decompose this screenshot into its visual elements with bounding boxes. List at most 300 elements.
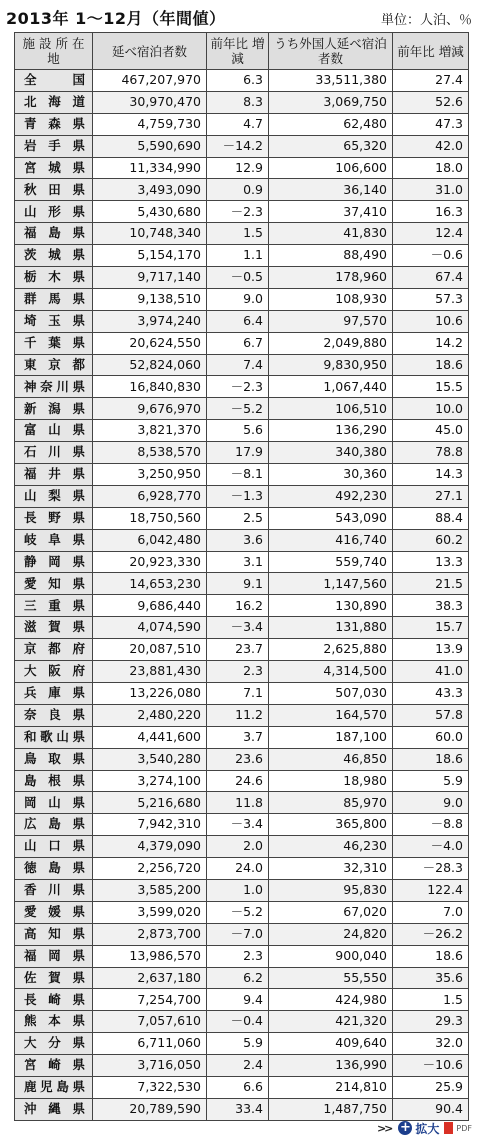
total-cell: 2,480,220	[93, 704, 207, 726]
table-row	[15, 288, 469, 310]
total-change-cell: 33.4	[207, 1098, 269, 1120]
total-cell: 6,711,060	[93, 1033, 207, 1055]
total-change-cell: 7.4	[207, 354, 269, 376]
foreign-change-cell: 12.4	[393, 223, 469, 245]
total-change-cell: 8.3	[207, 91, 269, 113]
page-title: 2013年 1～12月（年間値）	[6, 9, 226, 28]
foreign-cell: 67,020	[269, 901, 393, 923]
table-row	[15, 770, 469, 792]
prefecture-cell: 熊本県	[15, 1011, 93, 1033]
total-cell: 10,748,340	[93, 223, 207, 245]
foreign-change-cell: 90.4	[393, 1098, 469, 1120]
total-cell: 5,154,170	[93, 245, 207, 267]
table-row	[15, 398, 469, 420]
total-change-cell: 4.7	[207, 113, 269, 135]
table-row	[15, 354, 469, 376]
foreign-cell: 136,990	[269, 1055, 393, 1077]
foreign-change-cell: 10.0	[393, 398, 469, 420]
total-cell: 13,226,080	[93, 682, 207, 704]
foreign-cell: 46,850	[269, 748, 393, 770]
foreign-change-cell: 52.6	[393, 91, 469, 113]
prefecture-cell: 広島県	[15, 814, 93, 836]
table-row	[15, 945, 469, 967]
foreign-cell: 30,360	[269, 464, 393, 486]
table-row	[15, 529, 469, 551]
total-change-cell: 16.2	[207, 595, 269, 617]
pdf-icon[interactable]	[444, 1122, 453, 1134]
table-row	[15, 901, 469, 923]
total-change-cell: －1.3	[207, 485, 269, 507]
header-facility: 施 設 所 在 地	[15, 33, 93, 70]
prefecture-cell: 和歌山県	[15, 726, 93, 748]
foreign-cell: 41,830	[269, 223, 393, 245]
prefecture-cell: 宮城県	[15, 157, 93, 179]
foreign-change-cell: 45.0	[393, 420, 469, 442]
prefecture-cell: 鳥取県	[15, 748, 93, 770]
total-cell: 7,057,610	[93, 1011, 207, 1033]
total-cell: 8,538,570	[93, 442, 207, 464]
table-row	[15, 1033, 469, 1055]
total-cell: 2,256,720	[93, 858, 207, 880]
prefecture-cell: 奈良県	[15, 704, 93, 726]
table-row	[15, 113, 469, 135]
total-cell: 3,250,950	[93, 464, 207, 486]
prefecture-cell: 京都府	[15, 639, 93, 661]
table-row	[15, 179, 469, 201]
prefecture-cell: 佐賀県	[15, 967, 93, 989]
table-row	[15, 135, 469, 157]
pdf-label: PDF	[456, 1123, 472, 1133]
header-foreign: うち外国人延べ宿泊者数	[269, 33, 393, 70]
foreign-cell: 106,510	[269, 398, 393, 420]
foreign-cell: 507,030	[269, 682, 393, 704]
total-change-cell: 17.9	[207, 442, 269, 464]
prefecture-cell: 秋田県	[15, 179, 93, 201]
foreign-cell: 65,320	[269, 135, 393, 157]
foreign-cell: 492,230	[269, 485, 393, 507]
prefecture-cell: 愛媛県	[15, 901, 93, 923]
foreign-change-cell: 78.8	[393, 442, 469, 464]
foreign-change-cell: －4.0	[393, 836, 469, 858]
foreign-cell: 131,880	[269, 617, 393, 639]
table-row	[15, 91, 469, 113]
prefecture-cell: 高知県	[15, 923, 93, 945]
foreign-change-cell: 29.3	[393, 1011, 469, 1033]
prefecture-cell: 茨城県	[15, 245, 93, 267]
total-change-cell: －2.3	[207, 376, 269, 398]
foreign-cell: 543,090	[269, 507, 393, 529]
total-change-cell: 5.9	[207, 1033, 269, 1055]
total-cell: 20,789,590	[93, 1098, 207, 1120]
total-cell: 3,599,020	[93, 901, 207, 923]
foreign-cell: 85,970	[269, 792, 393, 814]
total-cell: 3,540,280	[93, 748, 207, 770]
lodging-stats-table	[14, 32, 469, 1121]
prefecture-cell: 大分県	[15, 1033, 93, 1055]
foreign-cell: 32,310	[269, 858, 393, 880]
table-row	[15, 310, 469, 332]
total-change-cell: 24.6	[207, 770, 269, 792]
foreign-change-cell: 41.0	[393, 661, 469, 683]
foreign-cell: 24,820	[269, 923, 393, 945]
table-row	[15, 639, 469, 661]
foreign-cell: 214,810	[269, 1076, 393, 1098]
total-change-cell: 3.6	[207, 529, 269, 551]
total-cell: 16,840,830	[93, 376, 207, 398]
foreign-change-cell: 60.0	[393, 726, 469, 748]
table-row	[15, 617, 469, 639]
total-change-cell: 6.6	[207, 1076, 269, 1098]
total-change-cell: －3.4	[207, 814, 269, 836]
foreign-cell: 36,140	[269, 179, 393, 201]
foreign-change-cell: －28.3	[393, 858, 469, 880]
table-row	[15, 1076, 469, 1098]
prefecture-cell: 石川県	[15, 442, 93, 464]
foreign-cell: 33,511,380	[269, 70, 393, 92]
header-foreign-change: 前年比 増減	[393, 33, 469, 70]
total-cell: 4,441,600	[93, 726, 207, 748]
total-change-cell: －0.4	[207, 1011, 269, 1033]
table-row	[15, 201, 469, 223]
table-row	[15, 595, 469, 617]
foreign-change-cell: 18.6	[393, 748, 469, 770]
foreign-cell: 416,740	[269, 529, 393, 551]
total-cell: 9,676,970	[93, 398, 207, 420]
table-row	[15, 267, 469, 289]
prefecture-cell: 香川県	[15, 879, 93, 901]
total-change-cell: 3.7	[207, 726, 269, 748]
foreign-cell: 55,550	[269, 967, 393, 989]
total-cell: 4,074,590	[93, 617, 207, 639]
table-row	[15, 836, 469, 858]
total-cell: 2,873,700	[93, 923, 207, 945]
prefecture-cell: 静岡県	[15, 551, 93, 573]
total-change-cell: －2.3	[207, 201, 269, 223]
total-change-cell: －7.0	[207, 923, 269, 945]
total-change-cell: 2.5	[207, 507, 269, 529]
foreign-cell: 88,490	[269, 245, 393, 267]
total-change-cell: 1.5	[207, 223, 269, 245]
title-row	[6, 4, 472, 28]
prefecture-cell: 宮崎県	[15, 1055, 93, 1077]
foreign-change-cell: 57.3	[393, 288, 469, 310]
foreign-change-cell: 35.6	[393, 967, 469, 989]
table-row	[15, 332, 469, 354]
foreign-change-cell: 31.0	[393, 179, 469, 201]
total-change-cell: 2.3	[207, 945, 269, 967]
total-change-cell: 0.9	[207, 179, 269, 201]
total-cell: 20,923,330	[93, 551, 207, 573]
total-change-cell: 6.2	[207, 967, 269, 989]
total-change-cell: 1.1	[207, 245, 269, 267]
foreign-cell: 95,830	[269, 879, 393, 901]
total-change-cell: 12.9	[207, 157, 269, 179]
total-cell: 2,637,180	[93, 967, 207, 989]
foreign-cell: 4,314,500	[269, 661, 393, 683]
unit-label: 単位：人泊、％	[380, 13, 472, 28]
table-row	[15, 442, 469, 464]
prefecture-cell: 栃木県	[15, 267, 93, 289]
total-cell: 20,087,510	[93, 639, 207, 661]
prefecture-cell: 福岡県	[15, 945, 93, 967]
foreign-cell: 424,980	[269, 989, 393, 1011]
foreign-change-cell: 13.3	[393, 551, 469, 573]
foreign-cell: 178,960	[269, 267, 393, 289]
table-row	[15, 376, 469, 398]
foreign-cell: 1,487,750	[269, 1098, 393, 1120]
foreign-change-cell: 57.8	[393, 704, 469, 726]
foreign-change-cell: 9.0	[393, 792, 469, 814]
foreign-cell: 136,290	[269, 420, 393, 442]
total-cell: 3,585,200	[93, 879, 207, 901]
foreign-change-cell: 43.3	[393, 682, 469, 704]
prefecture-cell: 山口県	[15, 836, 93, 858]
total-cell: 467,207,970	[93, 70, 207, 92]
total-change-cell: 24.0	[207, 858, 269, 880]
foreign-change-cell: 60.2	[393, 529, 469, 551]
total-change-cell: －5.2	[207, 398, 269, 420]
table-row	[15, 507, 469, 529]
foreign-cell: 62,480	[269, 113, 393, 135]
foreign-change-cell: －10.6	[393, 1055, 469, 1077]
total-cell: 4,379,090	[93, 836, 207, 858]
total-change-cell: 9.0	[207, 288, 269, 310]
total-cell: 5,430,680	[93, 201, 207, 223]
total-change-cell: 2.0	[207, 836, 269, 858]
foreign-cell: 108,930	[269, 288, 393, 310]
table-row	[15, 420, 469, 442]
foreign-cell: 421,320	[269, 1011, 393, 1033]
foreign-cell: 46,230	[269, 836, 393, 858]
table-row	[15, 814, 469, 836]
table-row	[15, 726, 469, 748]
prefecture-cell: 富山県	[15, 420, 93, 442]
total-change-cell: 11.8	[207, 792, 269, 814]
prefecture-cell: 埼玉県	[15, 310, 93, 332]
table-row	[15, 661, 469, 683]
total-change-cell: －0.5	[207, 267, 269, 289]
foreign-cell: 365,800	[269, 814, 393, 836]
table-row	[15, 967, 469, 989]
footer-links	[377, 1120, 472, 1136]
total-cell: 9,686,440	[93, 595, 207, 617]
total-cell: 14,653,230	[93, 573, 207, 595]
table-row	[15, 223, 469, 245]
prefecture-cell: 福島県	[15, 223, 93, 245]
foreign-cell: 2,049,880	[269, 332, 393, 354]
table-row	[15, 748, 469, 770]
foreign-change-cell: 18.6	[393, 354, 469, 376]
foreign-change-cell: 5.9	[393, 770, 469, 792]
total-cell: 6,042,480	[93, 529, 207, 551]
total-cell: 3,274,100	[93, 770, 207, 792]
total-cell: 18,750,560	[93, 507, 207, 529]
foreign-cell: 3,069,750	[269, 91, 393, 113]
table-row	[15, 792, 469, 814]
total-cell: 3,821,370	[93, 420, 207, 442]
total-change-cell: 1.0	[207, 879, 269, 901]
table-row	[15, 704, 469, 726]
table-header-row	[15, 33, 469, 70]
prefecture-cell: 山形県	[15, 201, 93, 223]
foreign-cell: 164,570	[269, 704, 393, 726]
table-row	[15, 573, 469, 595]
total-change-cell: －14.2	[207, 135, 269, 157]
foreign-cell: 340,380	[269, 442, 393, 464]
foreign-change-cell: 67.4	[393, 267, 469, 289]
total-change-cell: 9.4	[207, 989, 269, 1011]
foreign-change-cell: 88.4	[393, 507, 469, 529]
total-change-cell: 23.6	[207, 748, 269, 770]
foreign-cell: 37,410	[269, 201, 393, 223]
foreign-cell: 18,980	[269, 770, 393, 792]
total-cell: 4,759,730	[93, 113, 207, 135]
table-row	[15, 551, 469, 573]
foreign-cell: 559,740	[269, 551, 393, 573]
foreign-cell: 900,040	[269, 945, 393, 967]
foreign-cell: 97,570	[269, 310, 393, 332]
foreign-change-cell: 21.5	[393, 573, 469, 595]
foreign-change-cell: 14.3	[393, 464, 469, 486]
prefecture-cell: 長野県	[15, 507, 93, 529]
prefecture-cell: 鹿児島県	[15, 1076, 93, 1098]
foreign-change-cell: 42.0	[393, 135, 469, 157]
header-total-change: 前年比 増減	[207, 33, 269, 70]
total-change-cell: －3.4	[207, 617, 269, 639]
foreign-cell: 409,640	[269, 1033, 393, 1055]
prefecture-cell: 岐阜県	[15, 529, 93, 551]
foreign-change-cell: 27.4	[393, 70, 469, 92]
table-row	[15, 485, 469, 507]
total-cell: 7,942,310	[93, 814, 207, 836]
prefecture-cell: 群馬県	[15, 288, 93, 310]
total-change-cell: 9.1	[207, 573, 269, 595]
foreign-cell: 1,147,560	[269, 573, 393, 595]
foreign-cell: 106,600	[269, 157, 393, 179]
foreign-change-cell: 15.5	[393, 376, 469, 398]
total-cell: 3,974,240	[93, 310, 207, 332]
foreign-change-cell: 122.4	[393, 879, 469, 901]
zoom-link[interactable]: 拡大	[415, 1121, 440, 1136]
foreign-cell: 187,100	[269, 726, 393, 748]
prefecture-cell: 全国	[15, 70, 93, 92]
prefecture-cell: 大阪府	[15, 661, 93, 683]
prefecture-cell: 千葉県	[15, 332, 93, 354]
total-cell: 3,716,050	[93, 1055, 207, 1077]
plus-circle-icon[interactable]: +	[399, 1120, 411, 1135]
total-change-cell: 2.4	[207, 1055, 269, 1077]
table-row	[15, 989, 469, 1011]
foreign-change-cell: 27.1	[393, 485, 469, 507]
foreign-change-cell: 32.0	[393, 1033, 469, 1055]
total-change-cell: －8.1	[207, 464, 269, 486]
foreign-change-cell: 10.6	[393, 310, 469, 332]
table-row	[15, 1011, 469, 1033]
total-change-cell: 6.7	[207, 332, 269, 354]
total-cell: 20,624,550	[93, 332, 207, 354]
total-cell: 23,881,430	[93, 661, 207, 683]
table-row	[15, 1098, 469, 1120]
foreign-change-cell: 18.6	[393, 945, 469, 967]
table-row	[15, 1055, 469, 1077]
foreign-change-cell: 18.0	[393, 157, 469, 179]
total-cell: 5,216,680	[93, 792, 207, 814]
table-row	[15, 245, 469, 267]
table-row	[15, 682, 469, 704]
total-cell: 5,590,690	[93, 135, 207, 157]
total-change-cell: －5.2	[207, 901, 269, 923]
foreign-cell: 2,625,880	[269, 639, 393, 661]
total-change-cell: 2.3	[207, 661, 269, 683]
prefecture-cell: 青森県	[15, 113, 93, 135]
table-row	[15, 858, 469, 880]
total-change-cell: 3.1	[207, 551, 269, 573]
prefecture-cell: 兵庫県	[15, 682, 93, 704]
total-change-cell: 23.7	[207, 639, 269, 661]
foreign-cell: 1,067,440	[269, 376, 393, 398]
foreign-change-cell: 14.2	[393, 332, 469, 354]
table-row	[15, 70, 469, 92]
foreign-change-cell: 7.0	[393, 901, 469, 923]
foreign-change-cell: 13.9	[393, 639, 469, 661]
prefecture-cell: 神奈川県	[15, 376, 93, 398]
prefecture-cell: 愛知県	[15, 573, 93, 595]
foreign-change-cell: 1.5	[393, 989, 469, 1011]
prefecture-cell: 島根県	[15, 770, 93, 792]
foreign-change-cell: 16.3	[393, 201, 469, 223]
prefecture-cell: 徳島県	[15, 858, 93, 880]
foreign-cell: 9,830,950	[269, 354, 393, 376]
total-cell: 9,717,140	[93, 267, 207, 289]
table-body	[15, 70, 469, 1121]
prefecture-cell: 岡山県	[15, 792, 93, 814]
table-row	[15, 879, 469, 901]
prefecture-cell: 長崎県	[15, 989, 93, 1011]
total-cell: 13,986,570	[93, 945, 207, 967]
prefecture-cell: 滋賀県	[15, 617, 93, 639]
foreign-change-cell: －26.2	[393, 923, 469, 945]
total-change-cell: 7.1	[207, 682, 269, 704]
foreign-change-cell: 15.7	[393, 617, 469, 639]
total-change-cell: 6.4	[207, 310, 269, 332]
table-row	[15, 923, 469, 945]
prefecture-cell: 岩手県	[15, 135, 93, 157]
header-total: 延べ宿泊者数	[93, 33, 207, 70]
prefecture-cell: 三重県	[15, 595, 93, 617]
foreign-change-cell: －0.6	[393, 245, 469, 267]
total-cell: 7,322,530	[93, 1076, 207, 1098]
prefecture-cell: 新潟県	[15, 398, 93, 420]
total-cell: 6,928,770	[93, 485, 207, 507]
foreign-change-cell: －8.8	[393, 814, 469, 836]
foreign-change-cell: 47.3	[393, 113, 469, 135]
prefecture-cell: 北海道	[15, 91, 93, 113]
total-change-cell: 6.3	[207, 70, 269, 92]
table-row	[15, 464, 469, 486]
prefecture-cell: 東京都	[15, 354, 93, 376]
prefecture-cell: 山梨県	[15, 485, 93, 507]
total-cell: 11,334,990	[93, 157, 207, 179]
total-cell: 3,493,090	[93, 179, 207, 201]
total-cell: 9,138,510	[93, 288, 207, 310]
prefecture-cell: 沖縄県	[15, 1098, 93, 1120]
foreign-cell: 130,890	[269, 595, 393, 617]
total-change-cell: 11.2	[207, 704, 269, 726]
total-change-cell: 5.6	[207, 420, 269, 442]
prefecture-cell: 福井県	[15, 464, 93, 486]
table-row	[15, 157, 469, 179]
foreign-change-cell: 38.3	[393, 595, 469, 617]
